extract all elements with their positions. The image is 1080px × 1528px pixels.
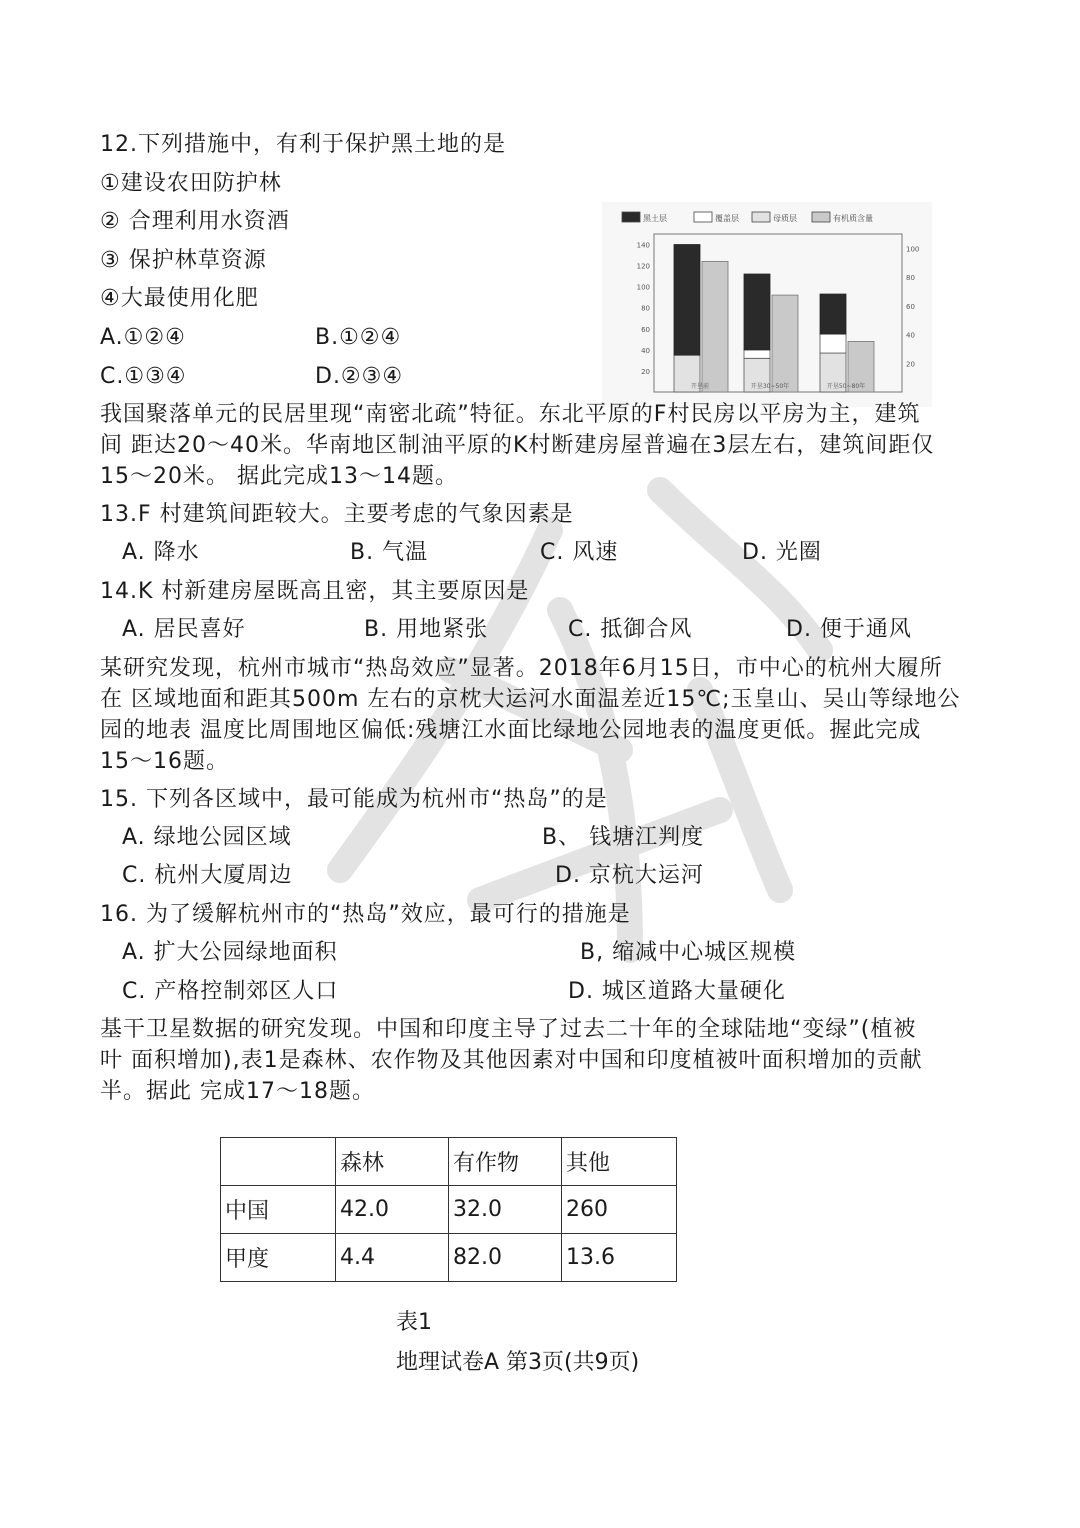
q16-option-d[interactable]: D. 城区道路大量硬化 xyxy=(568,979,786,1004)
q15-option-c[interactable]: C. 杭州大厦周边 xyxy=(122,863,293,888)
passage3-line-3: 半。据此 完成17〜18题。 xyxy=(100,1079,375,1104)
passage1-line-1: 我国聚落单元的民居里现“南密北疏”特征。东北平原的F村民房以平房为主，建筑 xyxy=(100,402,921,427)
left-tick-label: 120 xyxy=(636,262,650,271)
q14-option-c[interactable]: C. 抵御合风 xyxy=(568,617,693,642)
q16-option-c[interactable]: C. 产格控制郊区人口 xyxy=(122,979,339,1004)
table-header-cell: 有作物 xyxy=(449,1138,562,1186)
left-tick-label: 60 xyxy=(641,325,650,334)
passage1-line-2: 间 距达20〜40米。华南地区制油平原的K村断建房屋普遍在3层左右，建筑间距仅 xyxy=(100,433,935,458)
q12-option-c[interactable]: C.①③④ xyxy=(100,364,187,389)
table-cell: 260 xyxy=(562,1186,677,1234)
q13-option-a[interactable]: A. 降水 xyxy=(122,540,200,565)
q13-stem: 13.F 村建筑间距较大。主要考虑的气象因素是 xyxy=(100,502,574,527)
q12-option-a[interactable]: A.①②④ xyxy=(100,325,186,350)
table-header-row xyxy=(221,1138,677,1186)
bar-black-soil-layer xyxy=(744,274,770,350)
legend-swatch xyxy=(812,212,830,222)
legend-label: 母质层 xyxy=(773,214,797,223)
passage2-line-4: 15〜16题。 xyxy=(100,749,229,774)
bar-organic-matter xyxy=(772,295,798,392)
page-footer: 地理试卷A 第3页(共9页) xyxy=(396,1350,640,1375)
passage2-line-2: 在 区域地面和距其500m 左右的京枕大运河水面温差近15℃;玉皇山、吴山等绿地公 xyxy=(100,687,961,712)
category-label: 开垦前 xyxy=(690,383,710,390)
passage1-line-3: 15〜20米。 据此完成13〜14题。 xyxy=(100,464,458,489)
q15-option-b[interactable]: B、 钱塘江判度 xyxy=(542,825,705,850)
left-tick-label: 40 xyxy=(641,346,650,355)
table-cell: 甲度 xyxy=(221,1234,336,1282)
q14-option-a[interactable]: A. 居民喜好 xyxy=(122,617,246,642)
q14-option-d[interactable]: D. 便于通风 xyxy=(786,617,912,642)
table-row xyxy=(221,1186,677,1234)
bar-cover-layer xyxy=(820,334,846,353)
left-tick-label: 20 xyxy=(641,367,650,376)
table-caption: 表1 xyxy=(396,1310,432,1335)
q12-option-d[interactable]: D.②③④ xyxy=(315,364,404,389)
legend-swatch xyxy=(622,212,640,222)
bar-black-soil-layer xyxy=(674,245,700,356)
passage2-line-3: 园的地表 温度比周围地区偏低:残塘江水面比绿地公园地表的温度更低。握此完成 xyxy=(100,718,922,743)
right-tick-label: 60 xyxy=(906,302,915,311)
table-header-cell: 森林 xyxy=(336,1138,449,1186)
q12-item-1: ①建设农田防护林 xyxy=(100,171,282,196)
q16-stem: 16. 为了缓解杭州市的“热岛”效应，最可行的措施是 xyxy=(100,902,631,927)
left-tick-label: 80 xyxy=(641,304,650,313)
table-cell: 32.0 xyxy=(449,1186,562,1234)
right-tick-label: 80 xyxy=(906,274,915,283)
q12-item-4: ④大最使用化肥 xyxy=(100,286,259,311)
bar-organic-matter xyxy=(702,261,728,392)
q16-option-a[interactable]: A. 扩大公园绿地面积 xyxy=(122,940,338,965)
bar-cover-layer xyxy=(744,350,770,358)
table-cell: 中国 xyxy=(221,1186,336,1234)
left-tick-label: 100 xyxy=(636,283,650,292)
legend-label: 覆盖层 xyxy=(715,214,739,223)
table-cell: 42.0 xyxy=(336,1186,449,1234)
q14-option-b[interactable]: B. 用地紧张 xyxy=(364,617,489,642)
right-tick-label: 40 xyxy=(906,331,915,340)
category-label: 开垦30~50年 xyxy=(750,383,790,390)
passage3-line-2: 叶 面积增加),表1是森林、农作物及其他因素对中国和印度植被叶面积增加的贡献 xyxy=(100,1048,923,1073)
right-tick-label: 20 xyxy=(906,360,915,369)
table-cell: 82.0 xyxy=(449,1234,562,1282)
q13-option-b[interactable]: B. 气温 xyxy=(350,540,429,565)
q15-option-a[interactable]: A. 绿地公园区域 xyxy=(122,825,292,850)
q12-option-b[interactable]: B.①②④ xyxy=(315,325,402,350)
table-header-cell xyxy=(221,1138,336,1186)
bar-black-soil-layer xyxy=(820,294,846,334)
contribution-table xyxy=(220,1137,677,1282)
q12-item-3: ③ 保护林草资源 xyxy=(100,248,267,273)
legend-label: 黑土层 xyxy=(643,214,667,223)
table-cell: 4.4 xyxy=(336,1234,449,1282)
left-tick-label: 140 xyxy=(636,241,650,250)
q12-item-2: ② 合理利用水资酒 xyxy=(100,209,290,234)
table-cell: 13.6 xyxy=(562,1234,677,1282)
category-label: 开垦50~80年 xyxy=(826,383,866,390)
legend-label: 有机质含量 xyxy=(833,214,873,223)
q12-stem: 12.下列措施中，有利于保护黑土地的是 xyxy=(100,132,506,157)
q13-option-c[interactable]: C. 风速 xyxy=(540,540,619,565)
chart-svg xyxy=(602,202,932,407)
table-row xyxy=(221,1234,677,1282)
passage2-line-1: 某研究发现，杭州市城市“热岛效应”显著。2018年6月15日，市中心的杭州大履所 xyxy=(100,656,943,681)
soil-bar-chart xyxy=(602,202,932,407)
table-header-cell: 其他 xyxy=(562,1138,677,1186)
right-tick-label: 100 xyxy=(906,245,920,254)
legend-swatch xyxy=(694,212,712,222)
q15-stem: 15. 下列各区域中，最可能成为杭州市“热岛”的是 xyxy=(100,787,608,812)
passage3-line-1: 基干卫星数据的研究发现。中国和印度主导了过去二十年的全球陆地“变绿”(植被 xyxy=(100,1017,917,1042)
q14-stem: 14.K 村新建房屋既高且密，其主要原因是 xyxy=(100,579,530,604)
q15-option-d[interactable]: D. 京杭大运河 xyxy=(555,863,704,888)
legend-swatch xyxy=(752,212,770,222)
q13-option-d[interactable]: D. 光圈 xyxy=(742,540,822,565)
q16-option-b[interactable]: B, 缩减中心城区规模 xyxy=(580,940,797,965)
